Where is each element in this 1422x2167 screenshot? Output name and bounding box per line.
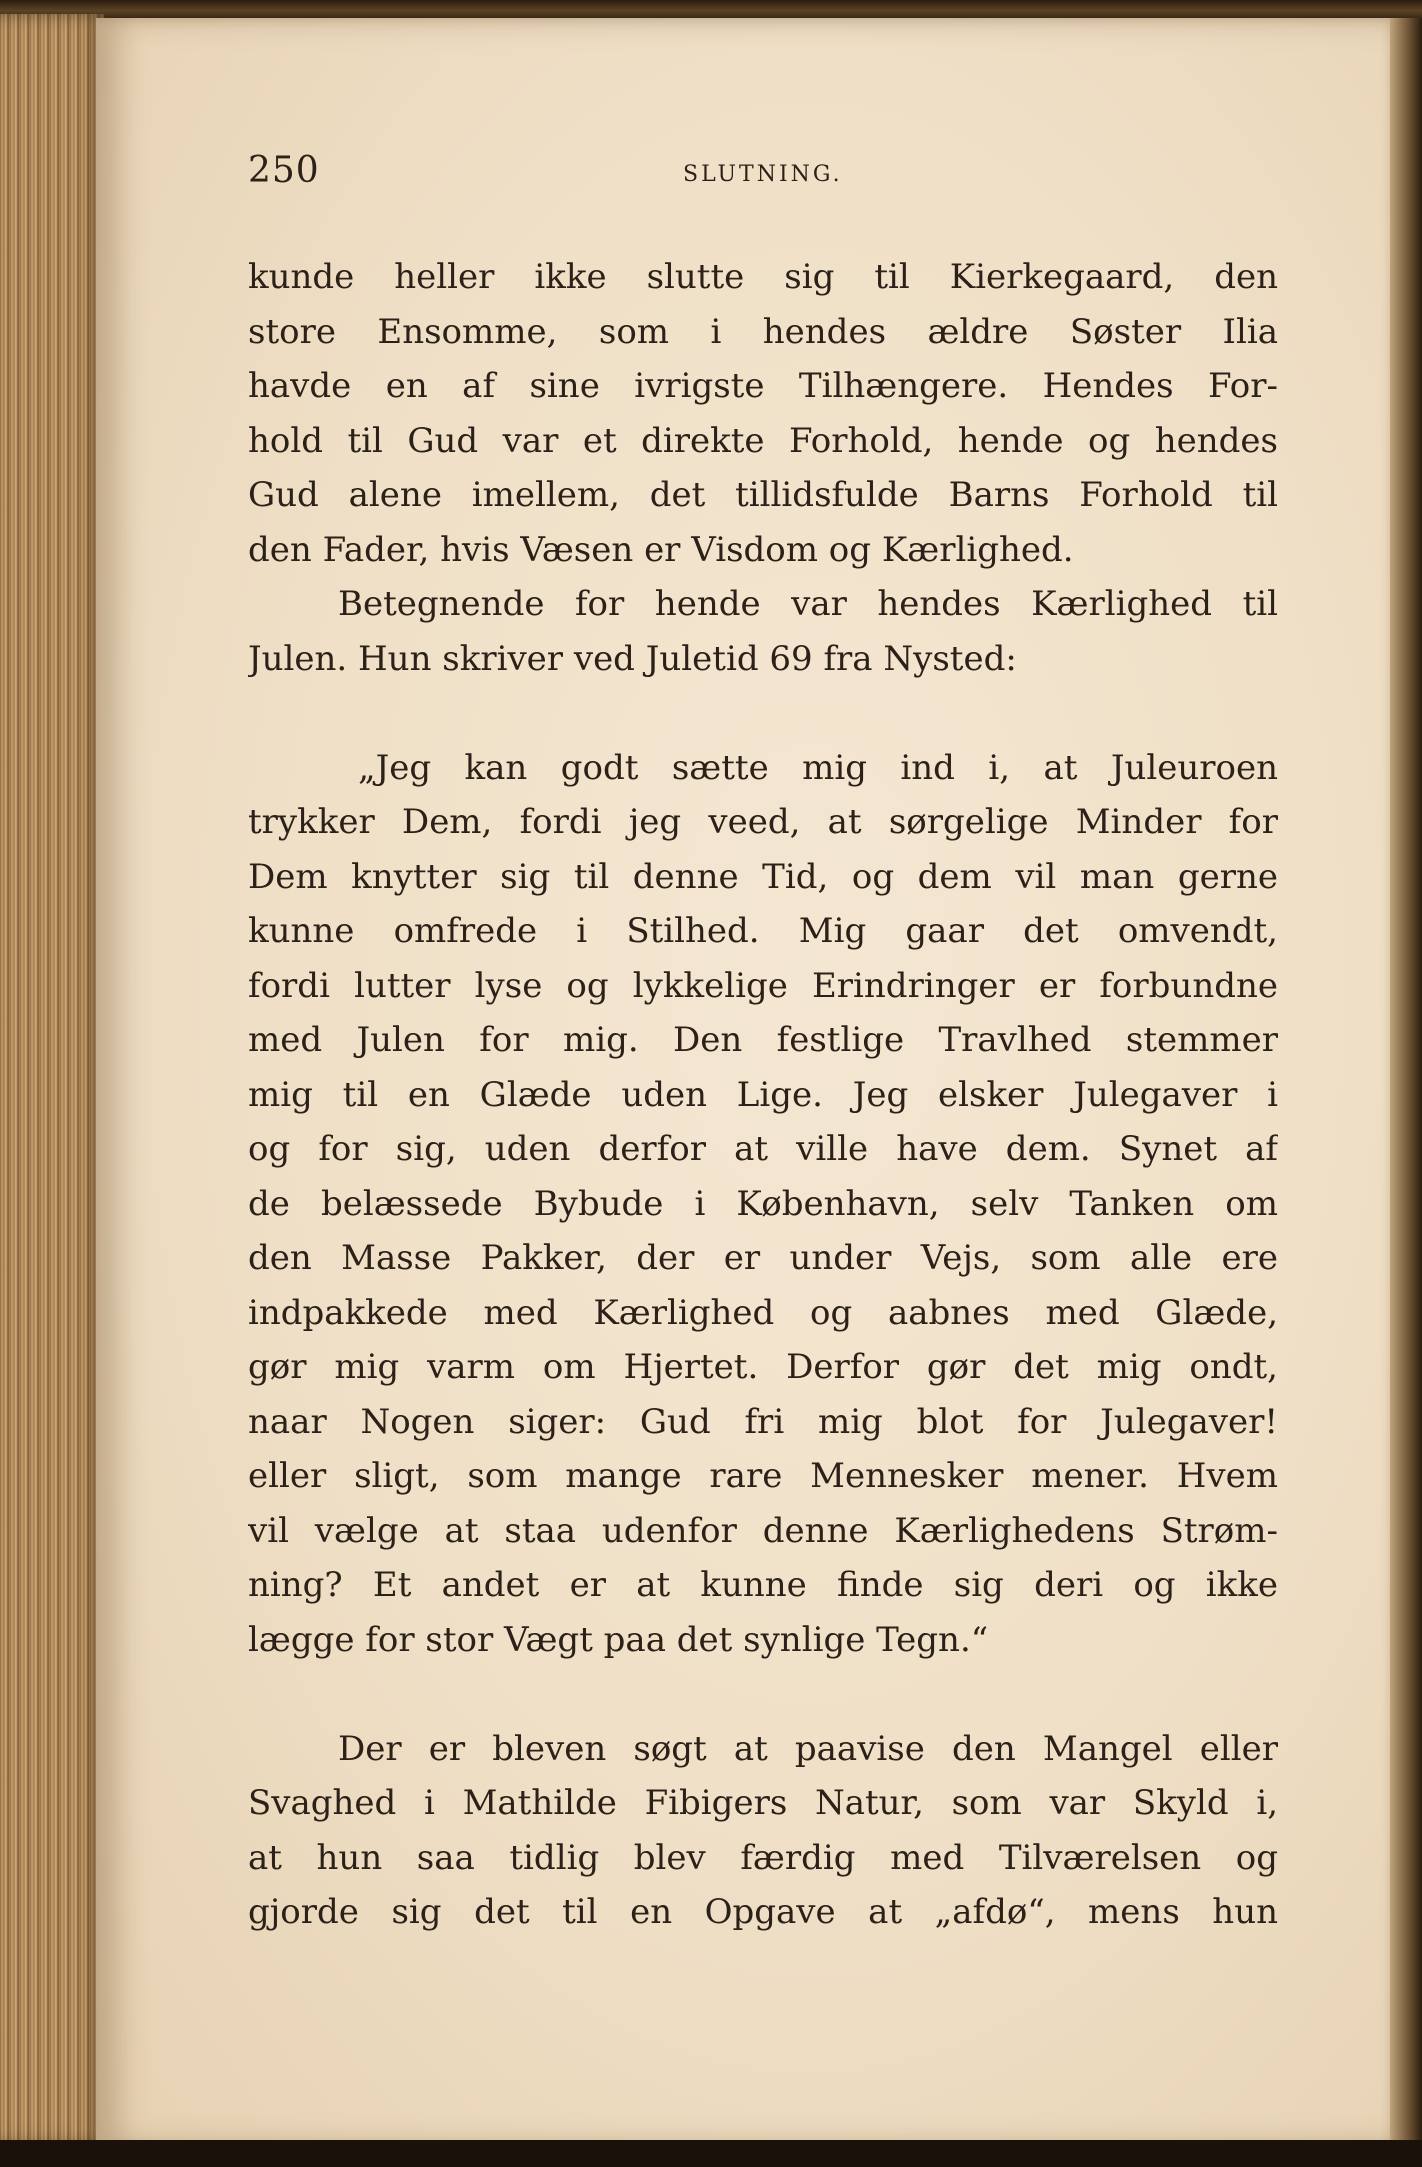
text-line: indpakkede med Kærlighed og aabnes med Glæde, (248, 1292, 1278, 1333)
text-line: vil vælge at staa udenfor denne Kærlighedens Strøm- (248, 1510, 1278, 1551)
text-line: Julen. Hun skriver ved Juletid 69 fra Nysted: (248, 638, 1017, 679)
text-line: Dem knytter sig til denne Tid, og dem vil man gerne (248, 856, 1278, 897)
body-text (248, 250, 1278, 1940)
text-line: mig til en Glæde uden Lige. Jeg elsker Julegaver i (248, 1074, 1278, 1115)
running-head: SLUTNING. (683, 162, 843, 187)
binding-bottom-edge (0, 2140, 1422, 2167)
paragraph-gap (248, 1667, 1278, 1722)
text-line: kunne omfrede i Stilhed. Mig gaar det omvendt, (248, 911, 1278, 951)
text-line: store Ensomme, som i hendes ældre Søster Ilia (248, 311, 1278, 352)
text-line: gjorde sig det til en Opgave at „afdø“, mens hun (248, 1892, 1278, 1932)
text-line: gør mig varm om Hjertet. Derfor gør det mig ondt, (248, 1347, 1278, 1387)
text-line: den Fader, hvis Væsen er Visdom og Kærlighed. (248, 529, 1074, 570)
text-line: den Masse Pakker, der er under Vejs, som alle ere (248, 1238, 1278, 1278)
page-number: 250 (248, 150, 320, 191)
text-line: trykker Dem, fordi jeg veed, at sørgelige Minder for (248, 802, 1278, 842)
text-line: naar Nogen siger: Gud fri mig blot for Julegaver! (248, 1401, 1278, 1442)
text-line: eller sligt, som mange rare Mennesker mener. Hvem (248, 1456, 1278, 1496)
text-line: havde en af sine ivrigste Tilhængere. Hendes For- (248, 366, 1278, 406)
text-line: kunde heller ikke slutte sig til Kierkegaard, den (248, 257, 1278, 297)
text-line: og for sig, uden derfor at ville have dem. Synet af (248, 1129, 1278, 1169)
page-header (248, 150, 1278, 200)
text-line: „Jeg kan godt sætte mig ind i, at Juleuroen (358, 747, 1278, 788)
text-line: at hun saa tidlig blev færdig med Tilværelsen og (248, 1837, 1278, 1878)
text-line: Der er bleven søgt at paavise den Mangel eller (338, 1728, 1278, 1769)
text-line: Svaghed i Mathilde Fibigers Natur, som var Skyld i, (248, 1783, 1278, 1823)
text-line: Gud alene imellem, det tillidsfulde Barns Forhold til (248, 475, 1278, 515)
text-line: Betegnende for hende var hendes Kærlighed til (338, 584, 1278, 624)
paragraph-gap (248, 686, 1278, 741)
text-line: de belæssede Bybude i København, selv Tanken om (248, 1183, 1278, 1224)
binding-top-edge (0, 0, 1422, 18)
page-stack-edge (0, 14, 104, 2144)
text-line: hold til Gud var et direkte Forhold, hende og hendes (248, 420, 1278, 461)
text-line: med Julen for mig. Den festlige Travlhed stemmer (248, 1020, 1278, 1060)
text-line: fordi lutter lyse og lykkelige Erindringer er forbundne (248, 965, 1278, 1006)
text-line: ning? Et andet er at kunne finde sig deri og ikke (248, 1565, 1278, 1605)
binding-right-edge (1390, 18, 1422, 2148)
text-line: lægge for stor Vægt paa det synlige Tegn.“ (248, 1619, 989, 1660)
